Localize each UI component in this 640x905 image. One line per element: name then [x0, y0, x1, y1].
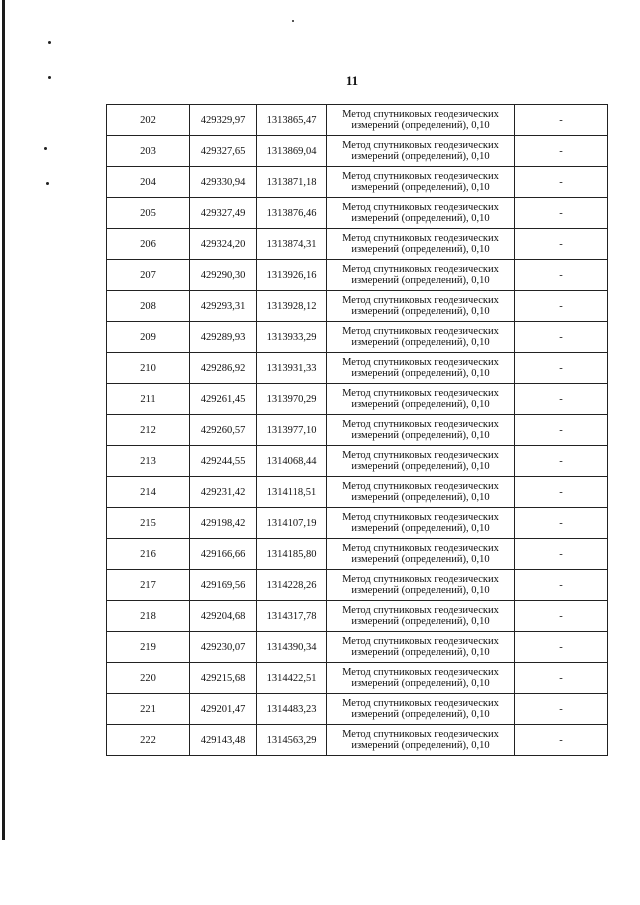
y-coordinate-cell: 1313977,10: [257, 415, 327, 446]
note-cell: -: [515, 198, 608, 229]
note-cell: -: [515, 260, 608, 291]
x-coordinate-cell: 429201,47: [190, 694, 257, 725]
point-number-cell: 212: [107, 415, 190, 446]
point-number-cell: 218: [107, 601, 190, 632]
table-row: [107, 601, 608, 632]
point-number-cell: 217: [107, 570, 190, 601]
x-coordinate-cell: 429290,30: [190, 260, 257, 291]
point-number-cell: 206: [107, 229, 190, 260]
note-cell: -: [515, 694, 608, 725]
point-number-cell: 204: [107, 167, 190, 198]
y-coordinate-cell: 1313874,31: [257, 229, 327, 260]
point-number-cell: 207: [107, 260, 190, 291]
x-coordinate-cell: 429289,93: [190, 322, 257, 353]
method-cell: Метод спутниковых геодезических измерений (определений), 0,10: [327, 260, 515, 291]
x-coordinate-cell: 429286,92: [190, 353, 257, 384]
method-cell: Метод спутниковых геодезических измерений (определений), 0,10: [327, 694, 515, 725]
method-cell: Метод спутниковых геодезических измерений (определений), 0,10: [327, 291, 515, 322]
y-coordinate-cell: 1313928,12: [257, 291, 327, 322]
point-number-cell: 219: [107, 632, 190, 663]
table-row: [107, 291, 608, 322]
y-coordinate-cell: 1313876,46: [257, 198, 327, 229]
y-coordinate-cell: 1314483,23: [257, 694, 327, 725]
x-coordinate-cell: 429327,65: [190, 136, 257, 167]
point-number-cell: 221: [107, 694, 190, 725]
x-coordinate-cell: 429244,55: [190, 446, 257, 477]
table-row: [107, 136, 608, 167]
y-coordinate-cell: 1314422,51: [257, 663, 327, 694]
method-cell: Метод спутниковых геодезических измерений (определений), 0,10: [327, 570, 515, 601]
table-row: [107, 539, 608, 570]
point-number-cell: 210: [107, 353, 190, 384]
y-coordinate-cell: 1313871,18: [257, 167, 327, 198]
y-coordinate-cell: 1314107,19: [257, 508, 327, 539]
x-coordinate-cell: 429198,42: [190, 508, 257, 539]
note-cell: -: [515, 446, 608, 477]
note-cell: -: [515, 632, 608, 663]
table-row: [107, 105, 608, 136]
note-cell: -: [515, 663, 608, 694]
scan-edge-shadow: [2, 0, 5, 840]
x-coordinate-cell: 429143,48: [190, 725, 257, 756]
page-number: 11: [345, 73, 359, 88]
method-cell: Метод спутниковых геодезических измерений (определений), 0,10: [327, 229, 515, 260]
table-row: [107, 229, 608, 260]
method-cell: Метод спутниковых геодезических измерений (определений), 0,10: [327, 136, 515, 167]
method-cell: Метод спутниковых геодезических измерений (определений), 0,10: [327, 198, 515, 229]
coordinates-table: [106, 104, 608, 756]
note-cell: -: [515, 477, 608, 508]
table-row: [107, 415, 608, 446]
note-cell: -: [515, 415, 608, 446]
note-cell: -: [515, 291, 608, 322]
method-cell: Метод спутниковых геодезических измерений (определений), 0,10: [327, 632, 515, 663]
y-coordinate-cell: 1313933,29: [257, 322, 327, 353]
x-coordinate-cell: 429260,57: [190, 415, 257, 446]
scan-speck: [292, 20, 294, 22]
point-number-cell: 216: [107, 539, 190, 570]
note-cell: -: [515, 508, 608, 539]
point-number-cell: 222: [107, 725, 190, 756]
note-cell: -: [515, 601, 608, 632]
method-cell: Метод спутниковых геодезических измерений (определений), 0,10: [327, 167, 515, 198]
method-cell: Метод спутниковых геодезических измерений (определений), 0,10: [327, 322, 515, 353]
point-number-cell: 220: [107, 663, 190, 694]
x-coordinate-cell: 429169,56: [190, 570, 257, 601]
note-cell: -: [515, 322, 608, 353]
method-cell: Метод спутниковых геодезических измерений (определений), 0,10: [327, 446, 515, 477]
y-coordinate-cell: 1313970,29: [257, 384, 327, 415]
x-coordinate-cell: 429231,42: [190, 477, 257, 508]
table-row: [107, 570, 608, 601]
table-row: [107, 632, 608, 663]
x-coordinate-cell: 429215,68: [190, 663, 257, 694]
point-number-cell: 208: [107, 291, 190, 322]
y-coordinate-cell: 1314068,44: [257, 446, 327, 477]
x-coordinate-cell: 429324,20: [190, 229, 257, 260]
note-cell: -: [515, 105, 608, 136]
method-cell: Метод спутниковых геодезических измерений (определений), 0,10: [327, 725, 515, 756]
y-coordinate-cell: 1313865,47: [257, 105, 327, 136]
y-coordinate-cell: 1313869,04: [257, 136, 327, 167]
note-cell: -: [515, 136, 608, 167]
table-row: [107, 725, 608, 756]
scan-speck: [46, 182, 49, 185]
point-number-cell: 211: [107, 384, 190, 415]
note-cell: -: [515, 229, 608, 260]
y-coordinate-cell: 1314118,51: [257, 477, 327, 508]
y-coordinate-cell: 1314228,26: [257, 570, 327, 601]
x-coordinate-cell: 429204,68: [190, 601, 257, 632]
method-cell: Метод спутниковых геодезических измерений (определений), 0,10: [327, 508, 515, 539]
table-row: [107, 198, 608, 229]
table-row: [107, 167, 608, 198]
method-cell: Метод спутниковых геодезических измерений (определений), 0,10: [327, 477, 515, 508]
x-coordinate-cell: 429329,97: [190, 105, 257, 136]
x-coordinate-cell: 429330,94: [190, 167, 257, 198]
table-row: [107, 694, 608, 725]
y-coordinate-cell: 1313931,33: [257, 353, 327, 384]
point-number-cell: 205: [107, 198, 190, 229]
y-coordinate-cell: 1314563,29: [257, 725, 327, 756]
table-row: [107, 384, 608, 415]
table-row: [107, 663, 608, 694]
method-cell: Метод спутниковых геодезических измерений (определений), 0,10: [327, 415, 515, 446]
note-cell: -: [515, 570, 608, 601]
x-coordinate-cell: 429293,31: [190, 291, 257, 322]
y-coordinate-cell: 1314185,80: [257, 539, 327, 570]
scan-speck: [48, 41, 51, 44]
note-cell: -: [515, 725, 608, 756]
method-cell: Метод спутниковых геодезических измерений (определений), 0,10: [327, 601, 515, 632]
y-coordinate-cell: 1314317,78: [257, 601, 327, 632]
point-number-cell: 202: [107, 105, 190, 136]
x-coordinate-cell: 429166,66: [190, 539, 257, 570]
y-coordinate-cell: 1313926,16: [257, 260, 327, 291]
table-row: [107, 508, 608, 539]
note-cell: -: [515, 353, 608, 384]
point-number-cell: 203: [107, 136, 190, 167]
point-number-cell: 214: [107, 477, 190, 508]
coordinates-table-body: [107, 105, 608, 756]
note-cell: -: [515, 384, 608, 415]
table-row: [107, 446, 608, 477]
table-row: [107, 477, 608, 508]
point-number-cell: 215: [107, 508, 190, 539]
method-cell: Метод спутниковых геодезических измерений (определений), 0,10: [327, 105, 515, 136]
point-number-cell: 209: [107, 322, 190, 353]
note-cell: -: [515, 167, 608, 198]
table-row: [107, 353, 608, 384]
y-coordinate-cell: 1314390,34: [257, 632, 327, 663]
method-cell: Метод спутниковых геодезических измерений (определений), 0,10: [327, 663, 515, 694]
scan-speck: [44, 147, 47, 150]
method-cell: Метод спутниковых геодезических измерений (определений), 0,10: [327, 353, 515, 384]
note-cell: -: [515, 539, 608, 570]
method-cell: Метод спутниковых геодезических измерений (определений), 0,10: [327, 539, 515, 570]
table-row: [107, 322, 608, 353]
table-row: [107, 260, 608, 291]
method-cell: Метод спутниковых геодезических измерений (определений), 0,10: [327, 384, 515, 415]
x-coordinate-cell: 429327,49: [190, 198, 257, 229]
point-number-cell: 213: [107, 446, 190, 477]
x-coordinate-cell: 429230,07: [190, 632, 257, 663]
x-coordinate-cell: 429261,45: [190, 384, 257, 415]
